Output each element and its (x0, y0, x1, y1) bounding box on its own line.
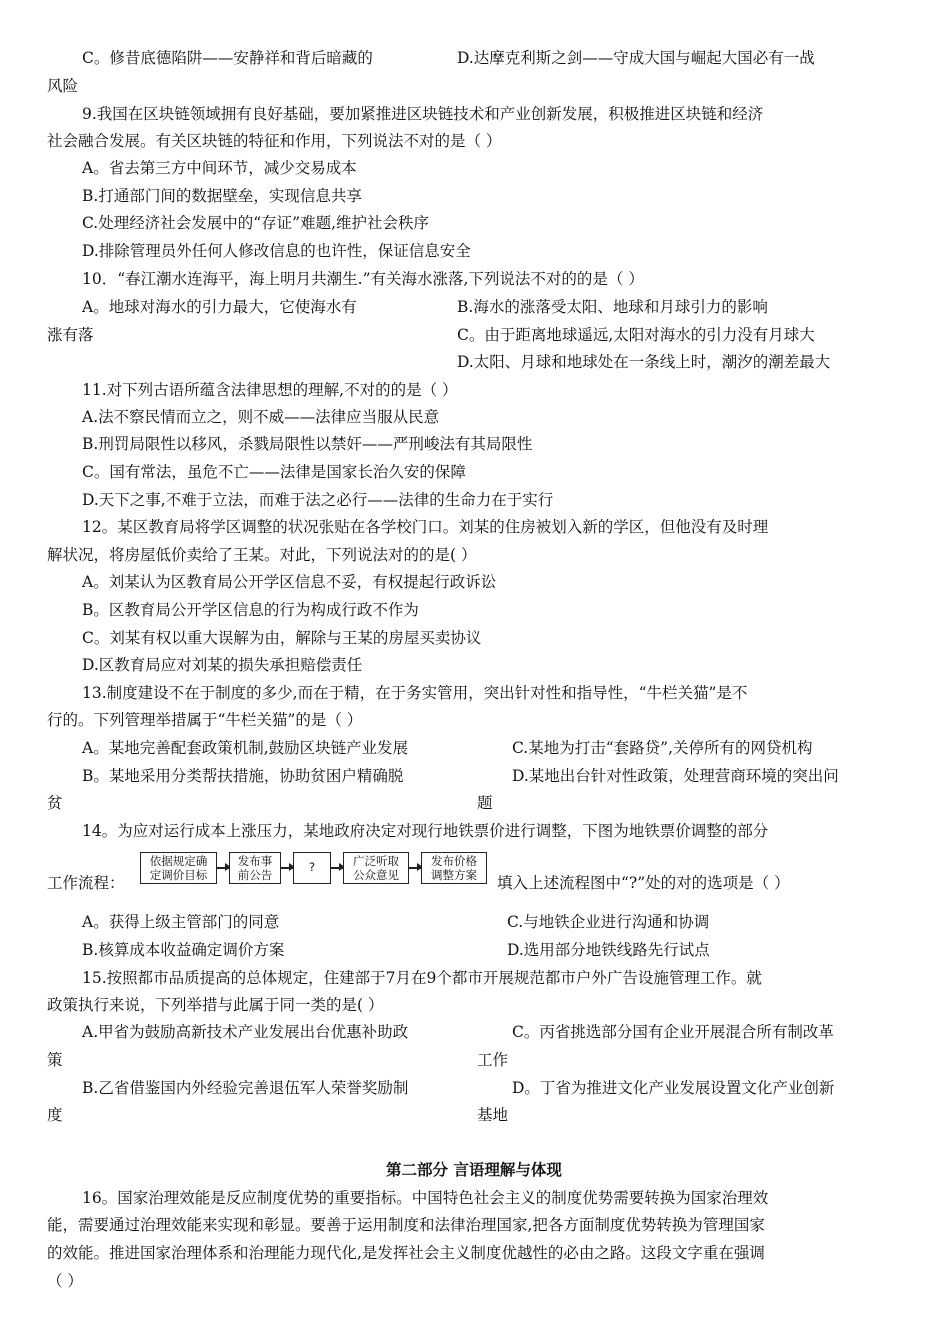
flow-step-5-line1: 发布价格 (431, 854, 477, 868)
q9-option-b: B.打通部门间的数据壁垒，实现信息共享 (82, 187, 362, 205)
q11-stem: 11.对下列古语所蕴含法律思想的理解,不对的的是（ ） (82, 381, 458, 399)
q10-option-a: A。地球对海水的引力最大，它使海水有 (82, 298, 357, 316)
q15-stem: 15.按照都市品质提高的总体规定，住建部于7月在9个都市开展规范都市户外广告设施管理工作。就 (82, 969, 762, 987)
q10-option-b: B.海水的涨落受太阳、地球和月球引力的影响 (457, 298, 768, 316)
q15-option-a: A.甲省为鼓励高新技术产业发展出台优惠补助政 (82, 1023, 409, 1041)
q9-stem: 9.我国在区块链领域拥有良好基础，要加紧推进区块链技术和产业创新发展，积极推进区块链和经济 (82, 105, 764, 123)
q12-stem: 12。某区教育局将学区调整的状况张贴在各学校门口。刘某的住房被划入新的学区，但他没有及时理 (82, 518, 769, 536)
q8-option-c-cont: 风险 (47, 77, 79, 95)
q13-option-b-cont: 贫 (47, 794, 63, 812)
q8-option-c: C。修昔底德陷阱——安静祥和背后暗藏的 (82, 49, 373, 67)
flow-step-4-line2: 公众意见 (353, 868, 399, 882)
flow-arrow-1 (217, 867, 229, 869)
flow-step-4-line1: 广泛听取 (353, 854, 399, 868)
flow-step-3-line1: ? (308, 860, 316, 874)
q10-option-d: D.太阳、月球和地球处在一条线上时，潮汐的潮差最大 (457, 353, 831, 371)
q10-option-c: C。由于距离地球遥远,太阳对海水的引力没有月球大 (457, 326, 815, 344)
flow-step-2-line1: 发布事 (237, 854, 273, 868)
flow-step-5 (421, 852, 487, 884)
q9-stem-cont: 社会融合发展。有关区块链的特征和作用，下列说法不对的是（ ） (47, 132, 502, 150)
q16-stem-line4: （ ） (47, 1272, 83, 1290)
q14-option-b: B.核算成本收益确定调价方案 (82, 941, 285, 959)
flow-step-1 (140, 852, 217, 884)
q13-option-d-cont: 题 (477, 794, 493, 812)
q15-option-d-cont: 基地 (477, 1106, 509, 1124)
q12-stem-cont: 解状况，将房屋低价卖给了王某。对此，下列说法对的的是( ） (47, 546, 477, 564)
flow-step-4 (343, 852, 409, 884)
q9-option-c: C.处理经济社会发展中的“存证”难题,维护社会秩序 (82, 214, 430, 232)
flow-arrow-2 (281, 867, 293, 869)
q9-option-d: D.排除管理员外任何人修改信息的也许性，保证信息安全 (82, 242, 471, 260)
flow-step-1-line2: 定调价目标 (149, 868, 208, 882)
q15-stem-cont: 政策执行来说，下列举措与此属于同一类的是( ） (47, 996, 384, 1014)
q14-option-c: C.与地铁企业进行沟通和协调 (507, 913, 710, 931)
q9-option-a: A。省去第三方中间环节，减少交易成本 (82, 159, 357, 177)
q16-stem-line3: 的效能。推进国家治理体系和治理能力现代化,是发挥社会主义制度优越性的必由之路。这段文字重在强调 (47, 1244, 765, 1262)
q14-flowchart (140, 850, 490, 890)
q10-stem: 10．“春江潮水连海平，海上明月共潮生.”有关海水涨落,下列说法不对的的是（ ） (82, 270, 644, 288)
q13-option-c: C.某地为打击“套路贷”,关停所有的网贷机构 (512, 739, 813, 757)
q15-option-c: C。丙省挑选部分国有企业开展混合所有制改革 (512, 1023, 834, 1041)
q11-option-a: A.法不察民情而立之，则不威——法律应当服从民意 (82, 408, 440, 426)
q13-option-a: A。某地完善配套政策机制,鼓励区块链产业发展 (82, 739, 409, 757)
q14-stem: 14。为应对运行成本上涨压力，某地政府决定对现行地铁票价进行调整，下图为地铁票价调整的部分 (82, 822, 769, 840)
q15-option-c-cont: 工作 (477, 1051, 509, 1069)
section-heading: 第二部分 言语理解与体现 (386, 1160, 562, 1179)
q16-stem-line2: 能，需要通过治理效能来实现和彰显。要善于运用制度和法律治理国家,把各方面制度优势转换为管理国家 (47, 1216, 765, 1234)
flow-step-2 (229, 852, 281, 884)
q11-option-c: C。国有常法，虽危不亡——法律是国家长治久安的保障 (82, 463, 466, 481)
q14-option-a: A。获得上级主管部门的同意 (82, 913, 280, 931)
q12-option-b: B。区教育局公开学区信息的行为构成行政不作为 (82, 601, 419, 619)
q13-stem-cont: 行的。下列管理举措属于“牛栏关猫”的是（ ） (47, 711, 363, 729)
q11-option-b: B.刑罚局限性以移风，杀戮局限性以禁奸——严刑峻法有其局限性 (82, 435, 533, 453)
flow-step-1-line1: 依据规定确 (149, 854, 208, 868)
q12-option-d: D.区教育局应对刘某的损失承担赔偿责任 (82, 656, 363, 674)
q11-option-d: D.天下之事,不难于立法，而难于法之必行——法律的生命力在于实行 (82, 491, 554, 509)
q14-stem-question: 填入上述流程图中“?”处的对的选项是（ ） (497, 874, 790, 892)
q13-option-b: B。某地采用分类帮扶措施，协助贫困户精确脱 (82, 767, 404, 785)
q15-option-a-cont: 策 (47, 1051, 63, 1069)
flow-arrow-3 (331, 867, 343, 869)
q13-option-d: D.某地出台针对性政策，处理营商环境的突出问 (512, 767, 839, 785)
q12-option-c: C。刘某有权以重大误解为由，解除与王某的房屋买卖协议 (82, 629, 482, 647)
q12-option-a: A。刘某认为区教育局公开学区信息不妥，有权提起行政诉讼 (82, 573, 497, 591)
q8-option-d: D.达摩克利斯之剑——守成大国与崛起大国必有一战 (457, 49, 815, 67)
flow-step-2-line2: 前公告 (237, 868, 273, 882)
q15-option-d: D。丁省为推进文化产业发展设置文化产业创新 (512, 1079, 835, 1097)
flow-arrow-4 (409, 867, 421, 869)
q14-option-d: D.选用部分地铁线路先行试点 (507, 941, 710, 959)
q13-stem: 13.制度建设不在于制度的多少,而在于精，在于务实管用，突出针对性和指导性，“牛栏关猫”是不 (82, 684, 748, 702)
q16-stem: 16。国家治理效能是反应制度优势的重要指标。中国特色社会主义的制度优势需要转换为国家治理效 (82, 1189, 769, 1207)
flow-step-5-line2: 调整方案 (431, 868, 477, 882)
q15-option-b: B.乙省借鉴国内外经验完善退伍军人荣誉奖励制 (82, 1079, 409, 1097)
q15-option-b-cont: 度 (47, 1106, 63, 1124)
q14-stem-cont: 工作流程： (47, 874, 125, 892)
q10-option-a-cont: 涨有落 (47, 326, 94, 344)
flow-step-3-unknown (293, 852, 331, 884)
